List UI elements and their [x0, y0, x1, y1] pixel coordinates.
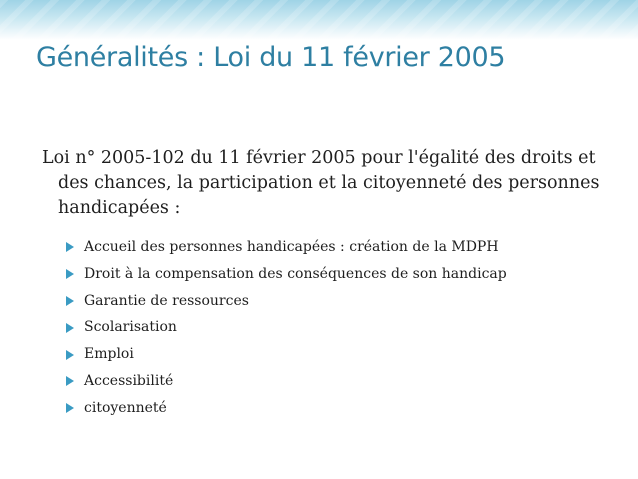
- bullet-text: Scolarisation: [84, 319, 177, 336]
- slide-title: Généralités : Loi du 11 février 2005: [36, 42, 506, 73]
- bullet-text: citoyenneté: [84, 399, 167, 416]
- bullet-text: Accessibilité: [84, 372, 174, 389]
- bullet-text: Droit à la compensation des conséquences de son handicap: [84, 265, 507, 282]
- triangle-bullet-icon: [66, 376, 74, 386]
- triangle-bullet-icon: [66, 296, 74, 306]
- triangle-bullet-icon: [66, 242, 74, 252]
- triangle-bullet-icon: [66, 269, 74, 279]
- intro-paragraph: Loi n° 2005-102 du 11 février 2005 pour l'égalité des droits et des chances, la participation et la citoyenneté des personnes handicapées :: [42, 148, 600, 218]
- list-item: [66, 368, 507, 395]
- bullet-text: Emploi: [84, 346, 134, 363]
- list-item: [66, 314, 507, 341]
- bullet-text: Accueil des personnes handicapées : création de la MDPH: [84, 239, 499, 255]
- triangle-bullet-icon: [66, 323, 74, 333]
- list-item: [66, 341, 507, 368]
- list-item: [66, 288, 507, 315]
- triangle-bullet-icon: [66, 350, 74, 360]
- list-item: [66, 234, 507, 261]
- triangle-bullet-icon: [66, 403, 74, 413]
- bullet-list: [66, 234, 507, 422]
- bullet-text: Garantie de ressources: [84, 292, 249, 309]
- list-item: [66, 261, 507, 288]
- decorative-header-band: [0, 0, 638, 40]
- list-item: [66, 395, 507, 422]
